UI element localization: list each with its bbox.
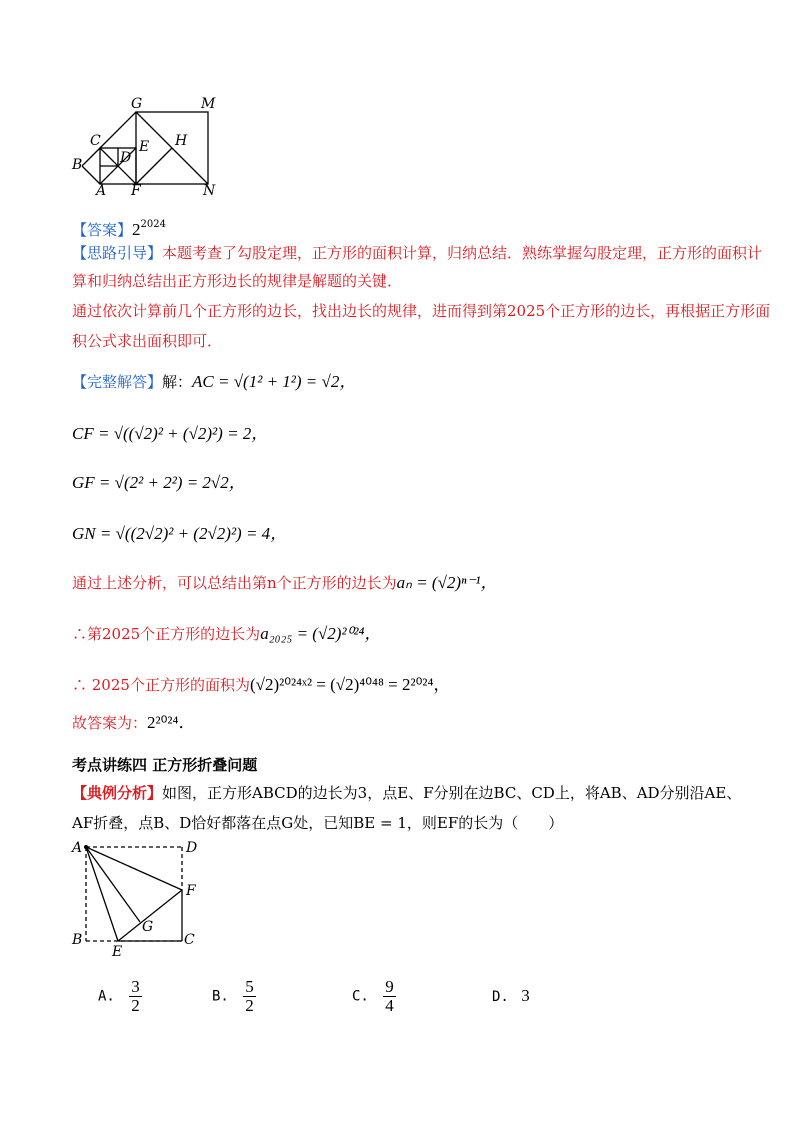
folding-square-figure	[80, 840, 190, 950]
option-d-value: 3	[521, 986, 530, 1005]
option-a[interactable]	[98, 978, 142, 1015]
equation-gn: GN = √((2√2)² + (2√2)²) = 4，	[72, 524, 288, 543]
therefore-line-2	[72, 672, 732, 698]
fig2-label-c: C	[184, 932, 195, 948]
option-d-label: D.	[492, 989, 509, 1005]
hint-text-1: 本题考查了勾股定理，正方形的面积计算，归纳总结．熟练掌握勾股定理，正方形的面积计	[162, 244, 763, 262]
fig2-label-d: D	[186, 840, 198, 856]
answer-exponent: 2024	[140, 219, 166, 230]
hint-prefix: 【思路引导】	[72, 244, 163, 262]
option-b-label: B.	[212, 988, 229, 1005]
fig2-label-b: B	[72, 932, 83, 948]
therefore1-formula: a₂₀₂₅ = (√2)²⁰²⁴，	[260, 624, 382, 643]
fig2-label-e: E	[112, 944, 123, 960]
example-text-1: 如图，正方形ABCD的边长为3，点E、F分别在边BC、CD上，将AB、AD分别沿AE、	[162, 784, 742, 802]
section-title: 考点讲练四 正方形折叠问题	[72, 756, 258, 774]
solution-intro-line	[72, 369, 732, 395]
equation-cf: CF = √((√2)² + (√2)²) = 2，	[72, 424, 269, 443]
option-a-fraction: $\frac{3}{2}$	[131, 977, 140, 1015]
hint-line-4: 积公式求出面积即可．	[72, 332, 223, 350]
final-answer-line	[72, 710, 732, 736]
solution-intro: 解：	[162, 373, 193, 391]
fig2-label-f: F	[186, 883, 196, 899]
example-line-2: AF折叠，点B、D恰好都落在点G处，已知BE = 1，则EF的长为（ ）	[72, 814, 564, 832]
fig1-label-d: D	[120, 150, 132, 166]
therefore1-text: ∴第2025个正方形的边长为	[72, 625, 261, 643]
fig1-label-h: H	[175, 133, 188, 149]
therefore-line-1	[72, 621, 732, 647]
final-value: 2²⁰²⁴．	[147, 713, 196, 732]
hint-line-2: 算和归纳总结出正方形边长的规律是解题的关键．	[72, 272, 403, 290]
fig1-label-m: M	[201, 96, 216, 112]
fig1-label-e: E	[139, 139, 150, 155]
hint-line-3: 通过依次计算前几个正方形的边长，找出边长的规律，进而得到第2025个正方形的边长，再根据正方形面	[72, 302, 771, 320]
summary-formula: aₙ = (√2)ⁿ⁻¹，	[396, 573, 498, 592]
option-b-fraction: $\frac{5}{2}$	[245, 977, 254, 1015]
option-c-fraction: $\frac{9}{4}$	[385, 977, 394, 1015]
option-b[interactable]	[212, 978, 256, 1015]
solution-prefix: 【完整解答】	[72, 373, 163, 391]
answer-line	[72, 212, 732, 243]
equation-ac: AC = √(1² + 1²) = √2，	[192, 372, 357, 391]
example-prefix: 【典例分析】	[72, 784, 163, 802]
fig2-label-g: G	[142, 919, 154, 935]
therefore2-formula: (√2)²⁰²⁴ˣ² = (√2)⁴⁰⁴⁸ = 2²⁰²⁴，	[249, 675, 451, 694]
fig1-label-f: F	[131, 183, 141, 199]
summary-line	[72, 570, 732, 596]
option-c[interactable]	[352, 978, 396, 1015]
fig1-label-g: G	[131, 96, 143, 112]
hint-line-1	[72, 240, 763, 266]
fig2-label-a: A	[72, 840, 83, 856]
answer-value: 2	[132, 220, 141, 239]
option-d[interactable]	[492, 986, 530, 1006]
fig1-label-b: B	[72, 157, 83, 173]
equation-gf: GF = √(2² + 2²) = 2√2，	[72, 473, 246, 492]
fig1-label-a: A	[96, 183, 107, 199]
final-text: 故答案为：	[72, 714, 148, 732]
option-c-label: C.	[352, 988, 369, 1005]
fig1-label-n: N	[203, 183, 216, 199]
example-line-1	[72, 780, 742, 806]
answer-prefix: 【答案】	[72, 221, 133, 239]
option-a-label: A.	[98, 988, 115, 1005]
fig1-label-c: C	[90, 133, 101, 149]
therefore2-text: ∴ 2025个正方形的面积为	[72, 676, 250, 694]
summary-text: 通过上述分析，可以总结出第n个正方形的边长为	[72, 574, 397, 592]
